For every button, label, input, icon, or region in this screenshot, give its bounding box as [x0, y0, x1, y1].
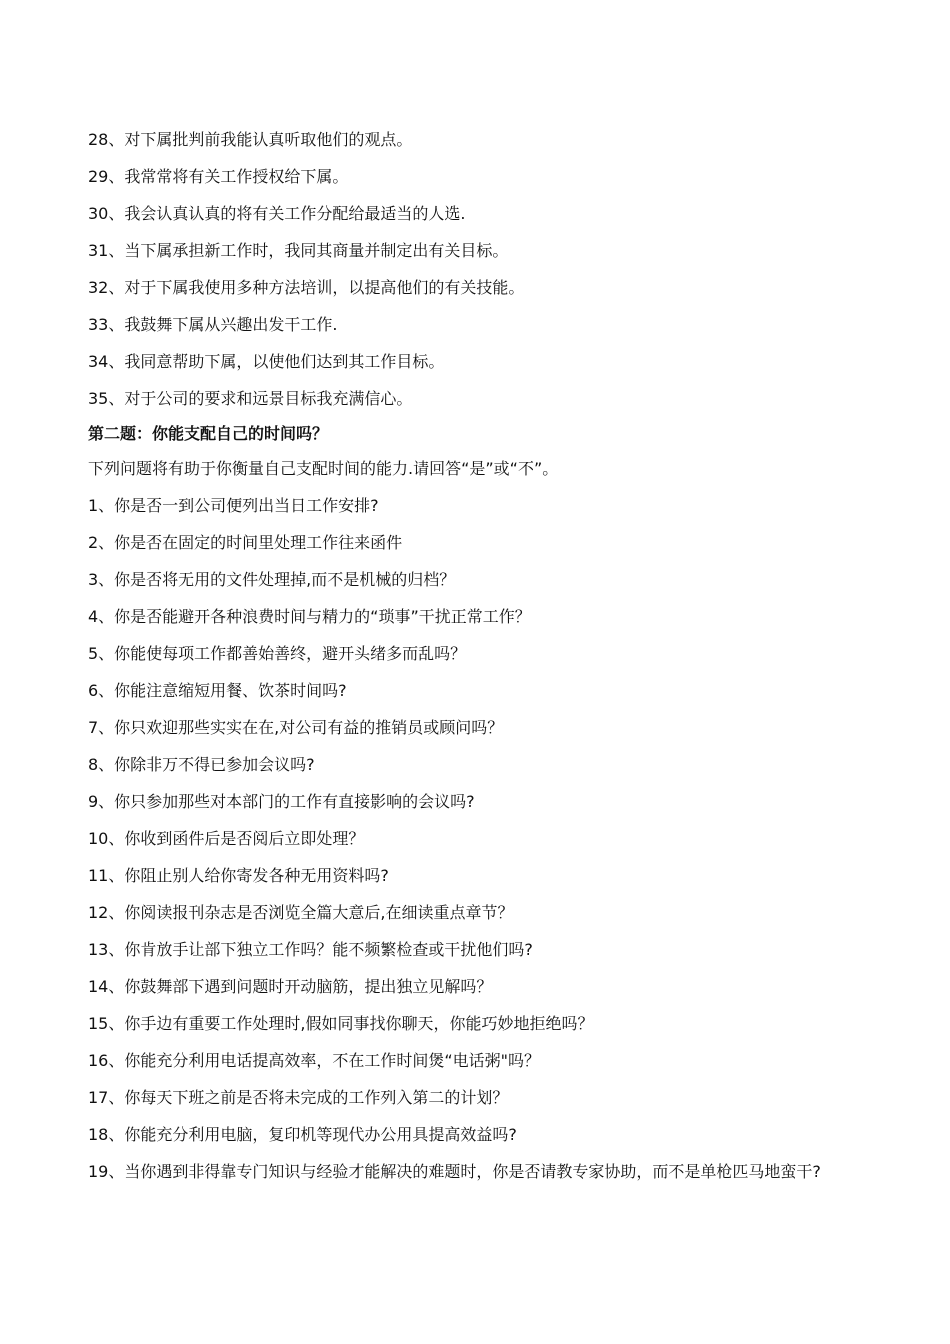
- list-item: 29、我常常将有关工作授权给下属。: [88, 167, 349, 186]
- list-item: 13、你肯放手让部下独立工作吗？能不频繁检查或干扰他们吗?: [88, 940, 533, 959]
- list-item: 34、我同意帮助下属，以使他们达到其工作目标。: [88, 352, 445, 371]
- list-item: 5、你能使每项工作都善始善终，避开头绪多而乱吗？: [88, 644, 467, 663]
- list-item: 16、你能充分利用电话提高效率，不在工作时间煲“电话粥"吗？: [88, 1051, 541, 1070]
- document-body: [88, 121, 878, 1190]
- list-item: 8、你除非万不得已参加会议吗?: [88, 755, 315, 774]
- list-item: 30、我会认真认真的将有关工作分配给最适当的人选.: [88, 204, 466, 223]
- section-heading: 第二题：你能支配自己的时间吗？: [88, 424, 329, 443]
- list-item: 9、你只参加那些对本部门的工作有直接影响的会议吗?: [88, 792, 475, 811]
- list-item: 1、你是否一到公司便列出当日工作安排?: [88, 496, 379, 515]
- list-item: 11、你阻止别人给你寄发各种无用资料吗?: [88, 866, 389, 885]
- list-item: 31、当下属承担新工作时，我同其商量并制定出有关目标。: [88, 241, 509, 260]
- list-item: 18、你能充分利用电脑，复印机等现代办公用具提高效益吗?: [88, 1125, 517, 1144]
- list-item: 7、你只欢迎那些实实在在,对公司有益的推销员或顾问吗？: [88, 718, 504, 737]
- list-item: 17、你每天下班之前是否将未完成的工作列入第二的计划？: [88, 1088, 509, 1107]
- section-intro: 下列问题将有助于你衡量自己支配时间的能力.请回答“是”或“不”。: [88, 459, 559, 478]
- list-item: 28、对下属批判前我能认真听取他们的观点。: [88, 130, 413, 149]
- list-item: 32、对于下属我使用多种方法培训，以提高他们的有关技能。: [88, 278, 525, 297]
- list-item: 35、对于公司的要求和远景目标我充满信心。: [88, 389, 413, 408]
- list-item: 14、你鼓舞部下遇到问题时开动脑筋，提出独立见解吗？: [88, 977, 493, 996]
- list-item: 19、当你遇到非得靠专门知识与经验才能解决的难题时，你是否请教专家协助，而不是单枪匹马地蛮干?: [88, 1162, 821, 1181]
- list-item: 2、你是否在固定的时间里处理工作往来函件: [88, 533, 403, 552]
- list-item: 6、你能注意缩短用餐、饮茶时间吗?: [88, 681, 347, 700]
- list-item: 3、你是否将无用的文件处理掉,而不是机械的归档？: [88, 570, 456, 589]
- list-item: 12、你阅读报刊杂志是否浏览全篇大意后,在细读重点章节？: [88, 903, 514, 922]
- list-item: 10、你收到函件后是否阅后立即处理？: [88, 829, 365, 848]
- list-item: 33、我鼓舞下属从兴趣出发干工作.: [88, 315, 338, 334]
- list-item: 4、你是否能避开各种浪费时间与精力的“琐事”干扰正常工作？: [88, 607, 531, 626]
- list-item: 15、你手边有重要工作处理时,假如同事找你聊天，你能巧妙地拒绝吗？: [88, 1014, 594, 1033]
